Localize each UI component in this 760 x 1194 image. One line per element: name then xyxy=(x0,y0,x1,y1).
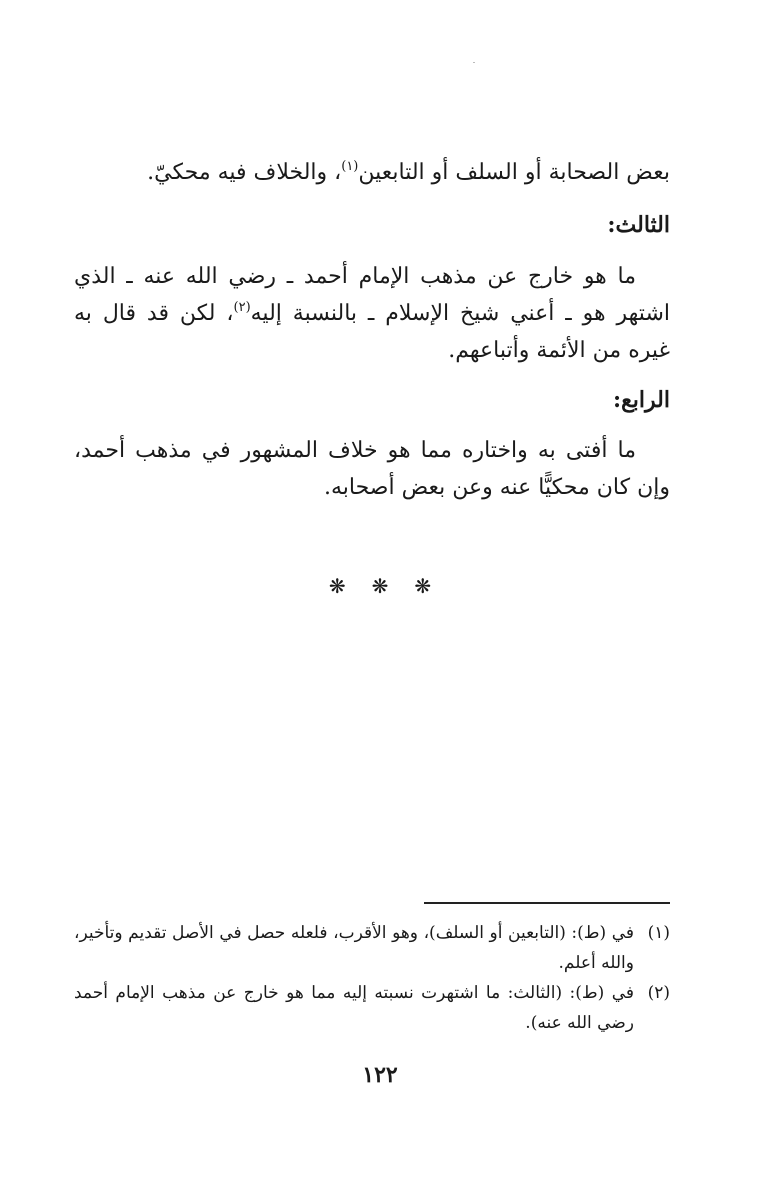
heading-fourth: الرابع: xyxy=(612,387,670,413)
paragraph-third-text-a: ما هو خارج عن مذهب الإمام أحمد ـ رضي الله عنه ـ الذي اشتهر هو ـ أعني شيخ الإسلام ـ بالنسبة إليه xyxy=(74,264,670,326)
footnote-item xyxy=(74,918,670,978)
paragraph-fourth: ما أفتى به واختاره مما هو خلاف المشهور في مذهب أحمد، وإن كان محكيًّا عنه وعن بعض أصحابه. xyxy=(74,438,670,500)
footnote-ref-2[interactable]: (٢) xyxy=(233,300,251,315)
star-ornament-icon: ❋ xyxy=(414,574,432,598)
paragraph-intro-text-b: ، والخلاف فيه محكيّ. xyxy=(147,160,342,185)
paragraph-third-text-b: ، لكن قد قال به غيره من الأئمة وأتباعهم. xyxy=(74,301,670,363)
paragraph-third xyxy=(74,258,670,369)
paragraph-intro-text-a: بعض الصحابة أو السلف أو التابعين xyxy=(358,160,670,185)
scan-mark xyxy=(473,62,475,63)
footnote-divider xyxy=(424,902,670,904)
footnotes xyxy=(74,918,670,1038)
heading-third: الثالث: xyxy=(607,212,670,238)
footnote-item xyxy=(74,978,670,1038)
paragraph-intro xyxy=(74,154,670,191)
footnote-text: في (ط): (التابعين أو السلف)، وهو الأقرب، فلعله حصل في الأصل تقديم وتأخير، والله أعلم. xyxy=(74,923,634,973)
footnote-text: في (ط): (الثالث: ما اشتهرت نسبته إليه مما هو خارج عن مذهب الإمام أحمد رضي الله عنه). xyxy=(74,983,634,1033)
footnote-number: (٢) xyxy=(647,983,670,1003)
footnote-number: (١) xyxy=(647,923,670,943)
star-ornament-icon: ❋ xyxy=(328,574,346,598)
footnote-ref-1[interactable]: (١) xyxy=(341,159,359,174)
star-ornament-icon: ❋ xyxy=(371,574,389,598)
page-number: ١٢٢ xyxy=(362,1062,398,1088)
section-separator xyxy=(0,574,760,598)
